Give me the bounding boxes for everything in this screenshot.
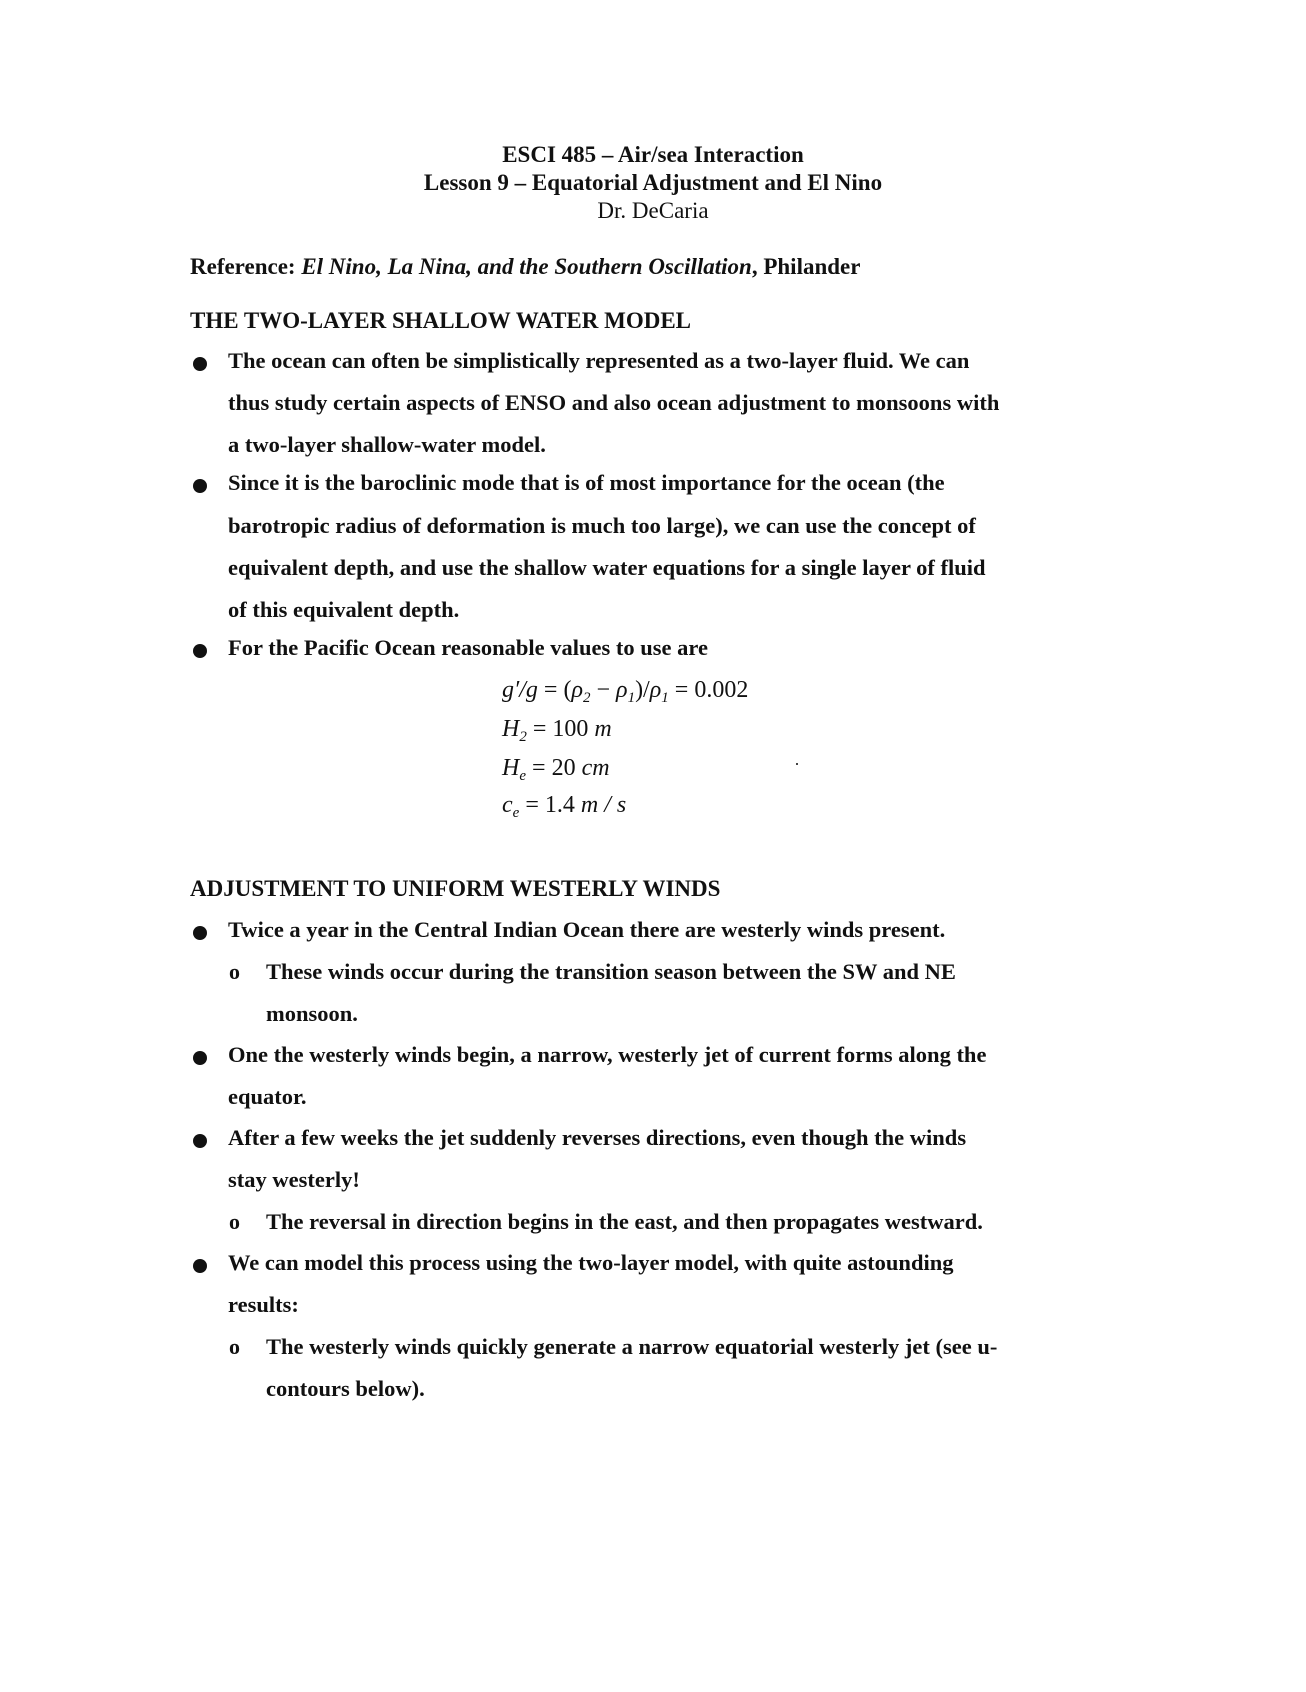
bullet-icon [193,479,207,493]
text-line: of this equivalent depth. [228,597,460,622]
text-line: For the Pacific Ocean reasonable values to use are [228,635,708,660]
text-line: equator. [228,1084,307,1109]
sub-bullet-icon: o [229,959,240,984]
bullet-icon [193,644,207,658]
text-line: Twice a year in the Central Indian Ocean there are westerly winds present. [228,917,946,942]
stray-dot [796,763,798,765]
author: Dr. DeCaria [597,198,709,223]
reference-line [190,254,860,280]
bullet-icon [193,357,207,371]
bullet-icon [193,1259,207,1273]
text-line: equivalent depth, and use the shallow water equations for a single layer of fluid [228,555,986,580]
text-line: We can model this process using the two-layer model, with quite astounding [228,1250,954,1275]
lesson-title: Lesson 9 – Equatorial Adjustment and El Nino [423,170,883,195]
reference-label: Reference: [190,254,296,279]
section-heading: THE TWO-LAYER SHALLOW WATER MODEL [190,308,692,333]
text-line: These winds occur during the transition season between the SW and NE [266,959,956,984]
sub-bullet-icon: o [229,1209,240,1234]
text-line: The ocean can often be simplistically represented as a two-layer fluid. We can [228,348,970,373]
equation-wave-speed: $c_e = 1.4$ m / s [502,792,627,821]
equation-density-ratio: $g'/g = (\rho_2 - \rho_1)/\rho_1 = 0.002$ [502,677,749,706]
bullet-icon [193,926,207,940]
text-line: After a few weeks the jet suddenly reverses directions, even though the winds [228,1125,967,1150]
text-line: One the westerly winds begin, a narrow, westerly jet of current forms along the [228,1042,987,1067]
text-line: The reversal in direction begins in the east, and then propagates westward. [266,1209,983,1234]
text-line: results: [228,1292,299,1317]
section-heading: ADJUSTMENT TO UNIFORM WESTERLY WINDS [190,876,721,901]
text-line: The westerly winds quickly generate a narrow equatorial westerly jet (see u- [266,1334,998,1359]
reference-title: El Nino, La Nina, and the Southern Oscillation [301,254,752,279]
text-line: monsoon. [266,1001,358,1026]
text-line: barotropic radius of deformation is much too large), we can use the concept of [228,513,976,538]
text-line: stay westerly! [228,1167,360,1192]
text-line: a two-layer shallow-water model. [228,432,546,457]
equation-layer-depth: $H_2 = 100$ m [502,716,612,745]
reference-author: , Philander [751,254,861,279]
course-title: ESCI 485 – Air/sea Interaction [502,142,804,167]
sub-bullet-icon: o [229,1334,240,1359]
text-line: thus study certain aspects of ENSO and also ocean adjustment to monsoons with [228,390,1000,415]
text-line: contours below). [266,1376,425,1401]
bullet-icon [193,1134,207,1148]
bullet-icon [193,1051,207,1065]
text-line: Since it is the baroclinic mode that is of most importance for the ocean (the [228,470,945,495]
equation-equivalent-depth: $H_e = 20$ cm [502,755,610,784]
